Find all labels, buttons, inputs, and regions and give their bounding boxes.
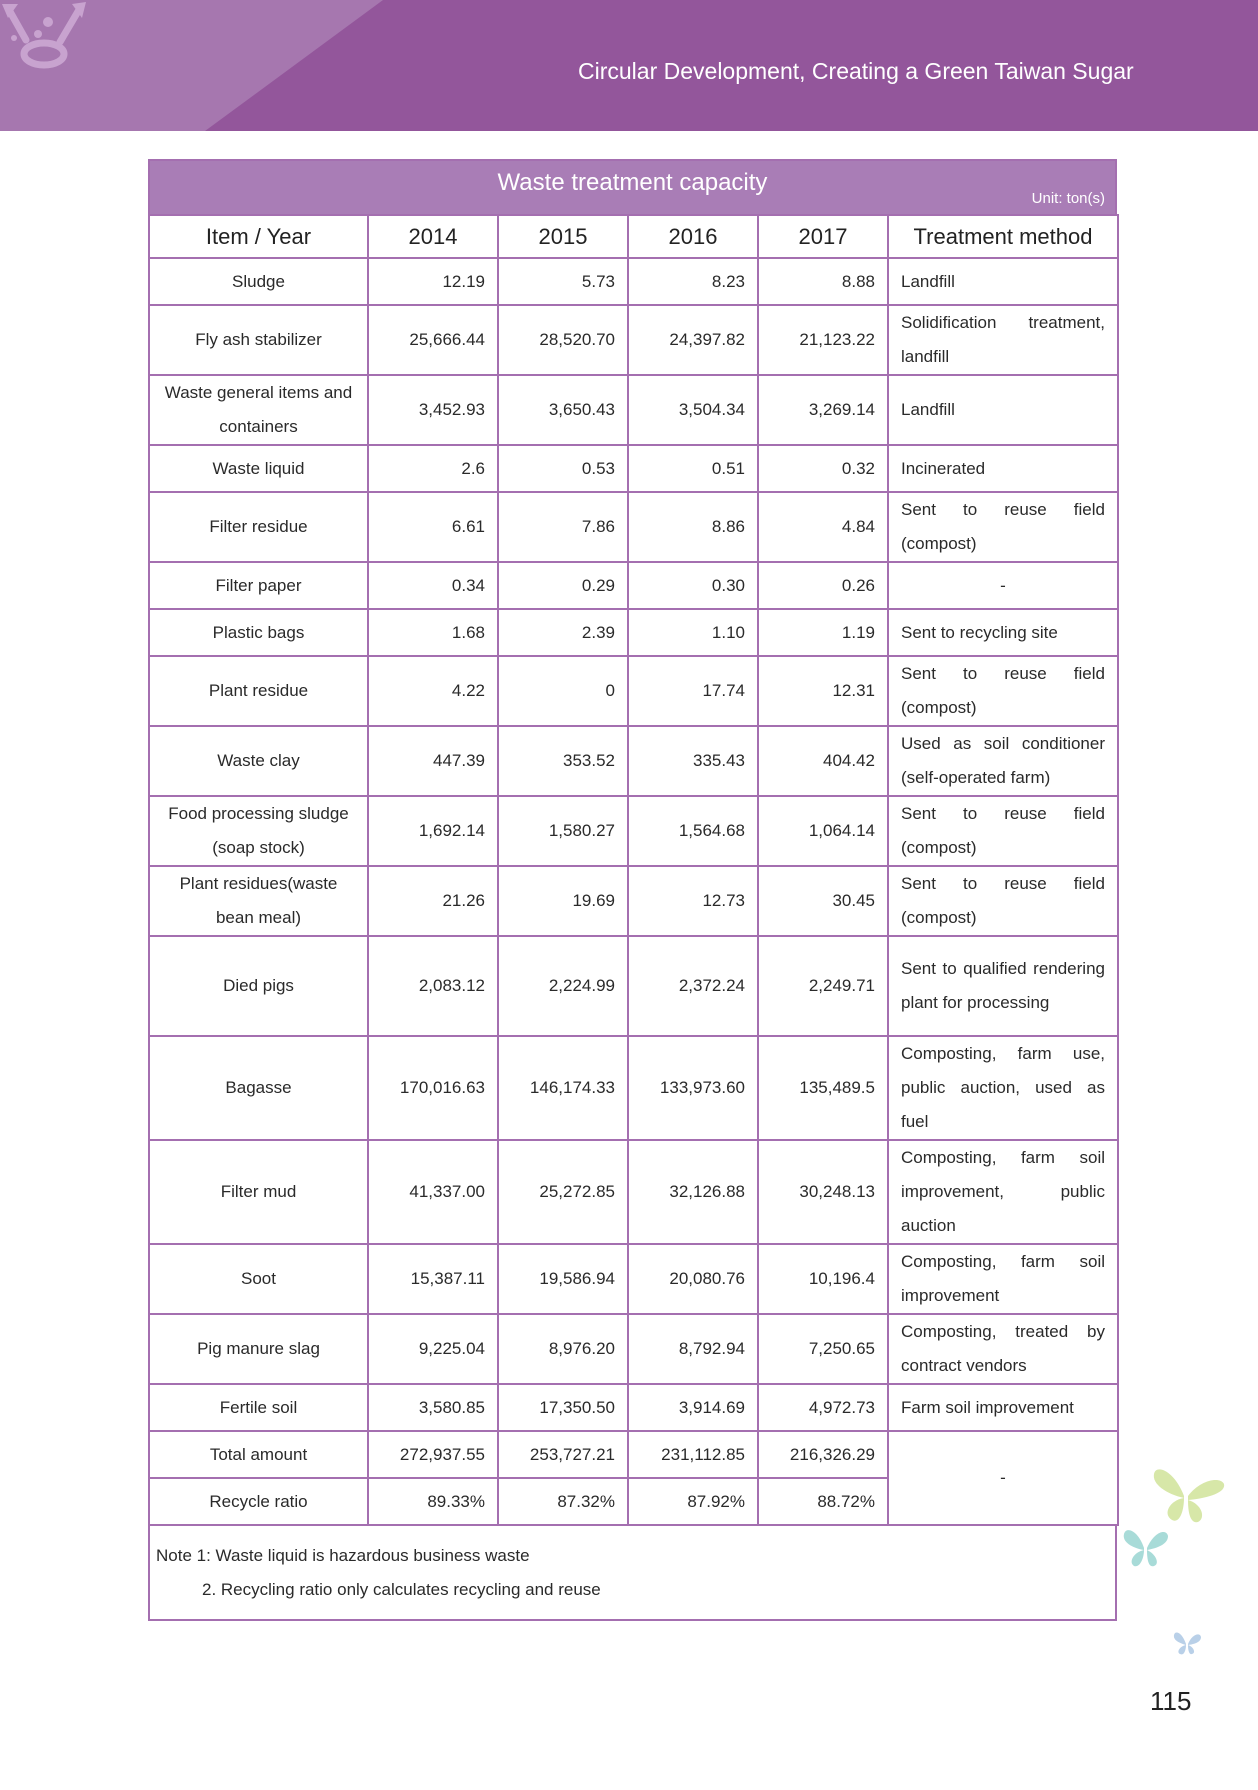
row-value: 1,580.27 xyxy=(498,796,628,866)
table-row xyxy=(149,656,1118,726)
table-body xyxy=(149,258,1118,1525)
row-value: 447.39 xyxy=(368,726,498,796)
row-value: 3,504.34 xyxy=(628,375,758,445)
row-value: 0.51 xyxy=(628,445,758,492)
row-item-label: Plant residues(waste bean meal) xyxy=(149,866,368,936)
row-value: 8,792.94 xyxy=(628,1314,758,1384)
table-row xyxy=(149,258,1118,305)
row-value: 32,126.88 xyxy=(628,1140,758,1244)
row-value: 9,225.04 xyxy=(368,1314,498,1384)
table-notes xyxy=(148,1526,1117,1621)
column-header: 2014 xyxy=(368,215,498,258)
row-item-label: Food processing sludge (soap stock) xyxy=(149,796,368,866)
row-value: 2.39 xyxy=(498,609,628,656)
row-item-label: Plant residue xyxy=(149,656,368,726)
ratio-label: Recycle ratio xyxy=(149,1478,368,1525)
table-row xyxy=(149,562,1118,609)
total-value: 216,326.29 xyxy=(758,1431,888,1478)
table-unit: Unit: ton(s) xyxy=(1031,190,1105,207)
waste-treatment-table xyxy=(148,159,1117,1621)
row-item-label: Waste general items and containers xyxy=(149,375,368,445)
row-value: 135,489.5 xyxy=(758,1036,888,1140)
row-value: 17.74 xyxy=(628,656,758,726)
table-row xyxy=(149,375,1118,445)
table-row xyxy=(149,1140,1118,1244)
row-value: 17,350.50 xyxy=(498,1384,628,1431)
row-value: 8,976.20 xyxy=(498,1314,628,1384)
row-item-label: Fly ash stabilizer xyxy=(149,305,368,375)
row-value: 12.19 xyxy=(368,258,498,305)
row-value: 3,914.69 xyxy=(628,1384,758,1431)
row-treatment-method: - xyxy=(888,562,1118,609)
row-value: 8.86 xyxy=(628,492,758,562)
row-item-label: Waste liquid xyxy=(149,445,368,492)
row-value: 335.43 xyxy=(628,726,758,796)
row-item-label: Filter mud xyxy=(149,1140,368,1244)
recycle-logo-icon xyxy=(0,0,88,72)
butterfly-icon xyxy=(1150,1460,1226,1530)
row-value: 5.73 xyxy=(498,258,628,305)
row-value: 1,692.14 xyxy=(368,796,498,866)
row-treatment-method: Composting, farm soil improvement xyxy=(888,1244,1118,1314)
header-banner xyxy=(0,0,1258,131)
row-value: 2.6 xyxy=(368,445,498,492)
row-value: 21.26 xyxy=(368,866,498,936)
row-value: 30.45 xyxy=(758,866,888,936)
row-item-label: Plastic bags xyxy=(149,609,368,656)
note-2: 2. Recycling ratio only calculates recycling and reuse xyxy=(202,1580,601,1599)
row-value: 25,272.85 xyxy=(498,1140,628,1244)
table-header-row xyxy=(149,215,1118,258)
row-value: 30,248.13 xyxy=(758,1140,888,1244)
table-row xyxy=(149,1036,1118,1140)
row-value: 2,372.24 xyxy=(628,936,758,1036)
row-treatment-method: Sent to reuse field (compost) xyxy=(888,866,1118,936)
row-value: 15,387.11 xyxy=(368,1244,498,1314)
table-title: Waste treatment capacity xyxy=(497,169,768,196)
column-header: 2015 xyxy=(498,215,628,258)
row-value: 2,224.99 xyxy=(498,936,628,1036)
row-value: 0.30 xyxy=(628,562,758,609)
column-header: Treatment method xyxy=(888,215,1118,258)
row-item-label: Soot xyxy=(149,1244,368,1314)
table-row xyxy=(149,1244,1118,1314)
column-header: 2016 xyxy=(628,215,758,258)
row-value: 170,016.63 xyxy=(368,1036,498,1140)
row-item-label: Died pigs xyxy=(149,936,368,1036)
row-value: 1.19 xyxy=(758,609,888,656)
header-title: Circular Development, Creating a Green Taiwan Sugar xyxy=(578,58,1134,84)
row-value: 3,650.43 xyxy=(498,375,628,445)
row-item-label: Filter paper xyxy=(149,562,368,609)
ratio-value: 89.33% xyxy=(368,1478,498,1525)
total-label: Total amount xyxy=(149,1431,368,1478)
row-treatment-method: Sent to reuse field (compost) xyxy=(888,656,1118,726)
row-value: 404.42 xyxy=(758,726,888,796)
table-row xyxy=(149,866,1118,936)
total-value: 231,112.85 xyxy=(628,1431,758,1478)
data-table xyxy=(148,214,1119,1526)
row-value: 0.34 xyxy=(368,562,498,609)
row-treatment-method: Solidification treatment, landfill xyxy=(888,305,1118,375)
total-value: 253,727.21 xyxy=(498,1431,628,1478)
row-treatment-method: Composting, farm use, public auction, used as fuel xyxy=(888,1036,1118,1140)
table-row xyxy=(149,445,1118,492)
row-item-label: Pig manure slag xyxy=(149,1314,368,1384)
row-value: 8.23 xyxy=(628,258,758,305)
row-value: 4.22 xyxy=(368,656,498,726)
row-treatment-method: Incinerated xyxy=(888,445,1118,492)
row-value: 28,520.70 xyxy=(498,305,628,375)
row-item-label: Waste clay xyxy=(149,726,368,796)
table-row xyxy=(149,796,1118,866)
page-number: 115 xyxy=(1150,1686,1192,1716)
row-value: 0.29 xyxy=(498,562,628,609)
row-item-label: Fertile soil xyxy=(149,1384,368,1431)
row-treatment-method: Sent to qualified rendering plant for processing xyxy=(888,936,1118,1036)
row-value: 0.32 xyxy=(758,445,888,492)
row-treatment-method: Composting, farm soil improvement, public auction xyxy=(888,1140,1118,1244)
row-value: 1,564.68 xyxy=(628,796,758,866)
row-value: 24,397.82 xyxy=(628,305,758,375)
row-treatment-method: Landfill xyxy=(888,258,1118,305)
row-treatment-method: Composting, treated by contract vendors xyxy=(888,1314,1118,1384)
row-item-label: Sludge xyxy=(149,258,368,305)
butterfly-icon xyxy=(1120,1522,1170,1572)
ratio-value: 87.32% xyxy=(498,1478,628,1525)
row-value: 3,269.14 xyxy=(758,375,888,445)
row-value: 6.61 xyxy=(368,492,498,562)
butterfly-icon xyxy=(1172,1628,1202,1658)
row-treatment-method: Sent to recycling site xyxy=(888,609,1118,656)
row-value: 19.69 xyxy=(498,866,628,936)
row-item-label: Bagasse xyxy=(149,1036,368,1140)
row-value: 21,123.22 xyxy=(758,305,888,375)
row-value: 7,250.65 xyxy=(758,1314,888,1384)
row-treatment-method: Farm soil improvement xyxy=(888,1384,1118,1431)
merged-treatment-method: - xyxy=(888,1431,1118,1525)
row-value: 146,174.33 xyxy=(498,1036,628,1140)
table-row xyxy=(149,492,1118,562)
row-value: 10,196.4 xyxy=(758,1244,888,1314)
table-row xyxy=(149,1384,1118,1431)
table-row xyxy=(149,1314,1118,1384)
note-1: Note 1: Waste liquid is hazardous business waste xyxy=(156,1546,530,1565)
ratio-value: 87.92% xyxy=(628,1478,758,1525)
row-value: 0 xyxy=(498,656,628,726)
table-row xyxy=(149,936,1118,1036)
total-value: 272,937.55 xyxy=(368,1431,498,1478)
row-value: 3,452.93 xyxy=(368,375,498,445)
row-value: 2,249.71 xyxy=(758,936,888,1036)
column-header: Item / Year xyxy=(149,215,368,258)
row-value: 12.73 xyxy=(628,866,758,936)
row-item-label: Filter residue xyxy=(149,492,368,562)
row-value: 1.68 xyxy=(368,609,498,656)
row-value: 3,580.85 xyxy=(368,1384,498,1431)
row-value: 353.52 xyxy=(498,726,628,796)
table-caption xyxy=(148,159,1117,214)
row-value: 25,666.44 xyxy=(368,305,498,375)
row-value: 133,973.60 xyxy=(628,1036,758,1140)
row-value: 4,972.73 xyxy=(758,1384,888,1431)
table-row xyxy=(149,609,1118,656)
ratio-value: 88.72% xyxy=(758,1478,888,1525)
row-treatment-method: Sent to reuse field (compost) xyxy=(888,492,1118,562)
row-value: 20,080.76 xyxy=(628,1244,758,1314)
row-value: 7.86 xyxy=(498,492,628,562)
row-treatment-method: Sent to reuse field (compost) xyxy=(888,796,1118,866)
row-value: 1,064.14 xyxy=(758,796,888,866)
table-row xyxy=(149,726,1118,796)
table-row xyxy=(149,305,1118,375)
row-value: 2,083.12 xyxy=(368,936,498,1036)
column-header: 2017 xyxy=(758,215,888,258)
row-treatment-method: Landfill xyxy=(888,375,1118,445)
row-value: 4.84 xyxy=(758,492,888,562)
row-value: 1.10 xyxy=(628,609,758,656)
row-value: 8.88 xyxy=(758,258,888,305)
row-value: 0.53 xyxy=(498,445,628,492)
row-treatment-method: Used as soil conditioner (self-operated farm) xyxy=(888,726,1118,796)
row-value: 41,337.00 xyxy=(368,1140,498,1244)
row-value: 19,586.94 xyxy=(498,1244,628,1314)
row-value: 12.31 xyxy=(758,656,888,726)
total-row xyxy=(149,1431,1118,1478)
row-value: 0.26 xyxy=(758,562,888,609)
